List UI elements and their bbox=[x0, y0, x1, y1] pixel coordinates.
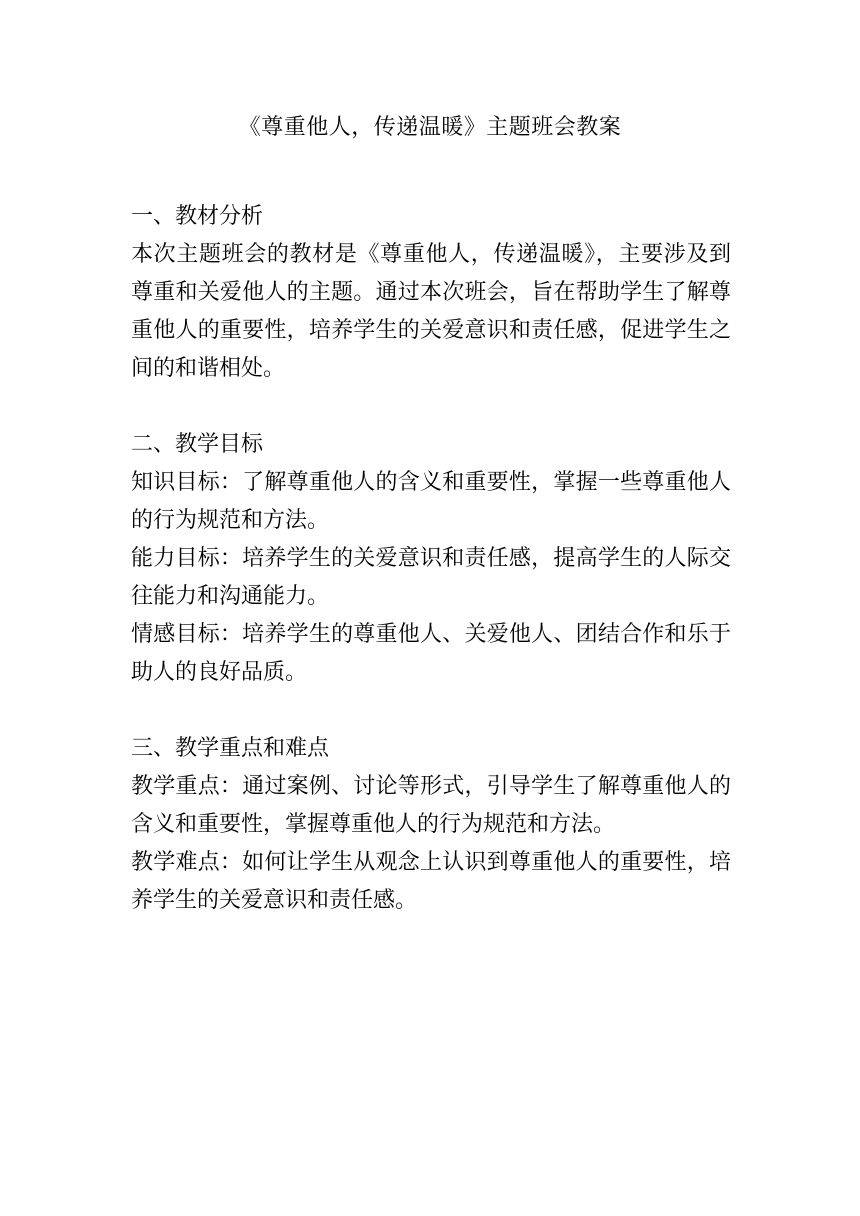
section-heading: 一、教材分析 bbox=[131, 204, 264, 229]
section-spacer bbox=[131, 692, 731, 730]
section-heading: 二、教学目标 bbox=[131, 432, 264, 457]
document-title: 《尊重他人，传递温暖》主题班会教案 bbox=[238, 115, 622, 140]
section-teaching-objectives bbox=[131, 426, 731, 692]
document-body bbox=[131, 198, 731, 920]
section-key-and-difficult-points bbox=[131, 730, 731, 920]
section-spacer bbox=[131, 388, 731, 426]
section-paragraph: 能力目标：培养学生的关爱意识和责任感，提高学生的人际交往能力和沟通能力。 bbox=[131, 546, 731, 609]
section-paragraph: 情感目标：培养学生的尊重他人、关爱他人、团结合作和乐于助人的良好品质。 bbox=[131, 622, 731, 685]
section-paragraph: 本次主题班会的教材是《尊重他人，传递温暖》，主要涉及到尊重和关爱他人的主题。通过本次班会，旨在帮助学生了解尊重他人的重要性，培养学生的关爱意识和责任感，促进学生之间的和谐相处。 bbox=[131, 242, 731, 381]
section-paragraph: 教学难点：如何让学生从观念上认识到尊重他人的重要性，培养学生的关爱意识和责任感。 bbox=[131, 850, 731, 913]
section-textbook-analysis bbox=[131, 198, 731, 388]
section-paragraph: 教学重点：通过案例、讨论等形式，引导学生了解尊重他人的含义和重要性，掌握尊重他人的行为规范和方法。 bbox=[131, 774, 731, 837]
section-paragraph: 知识目标：了解尊重他人的含义和重要性，掌握一些尊重他人的行为规范和方法。 bbox=[131, 470, 731, 533]
section-heading: 三、教学重点和难点 bbox=[131, 736, 330, 761]
